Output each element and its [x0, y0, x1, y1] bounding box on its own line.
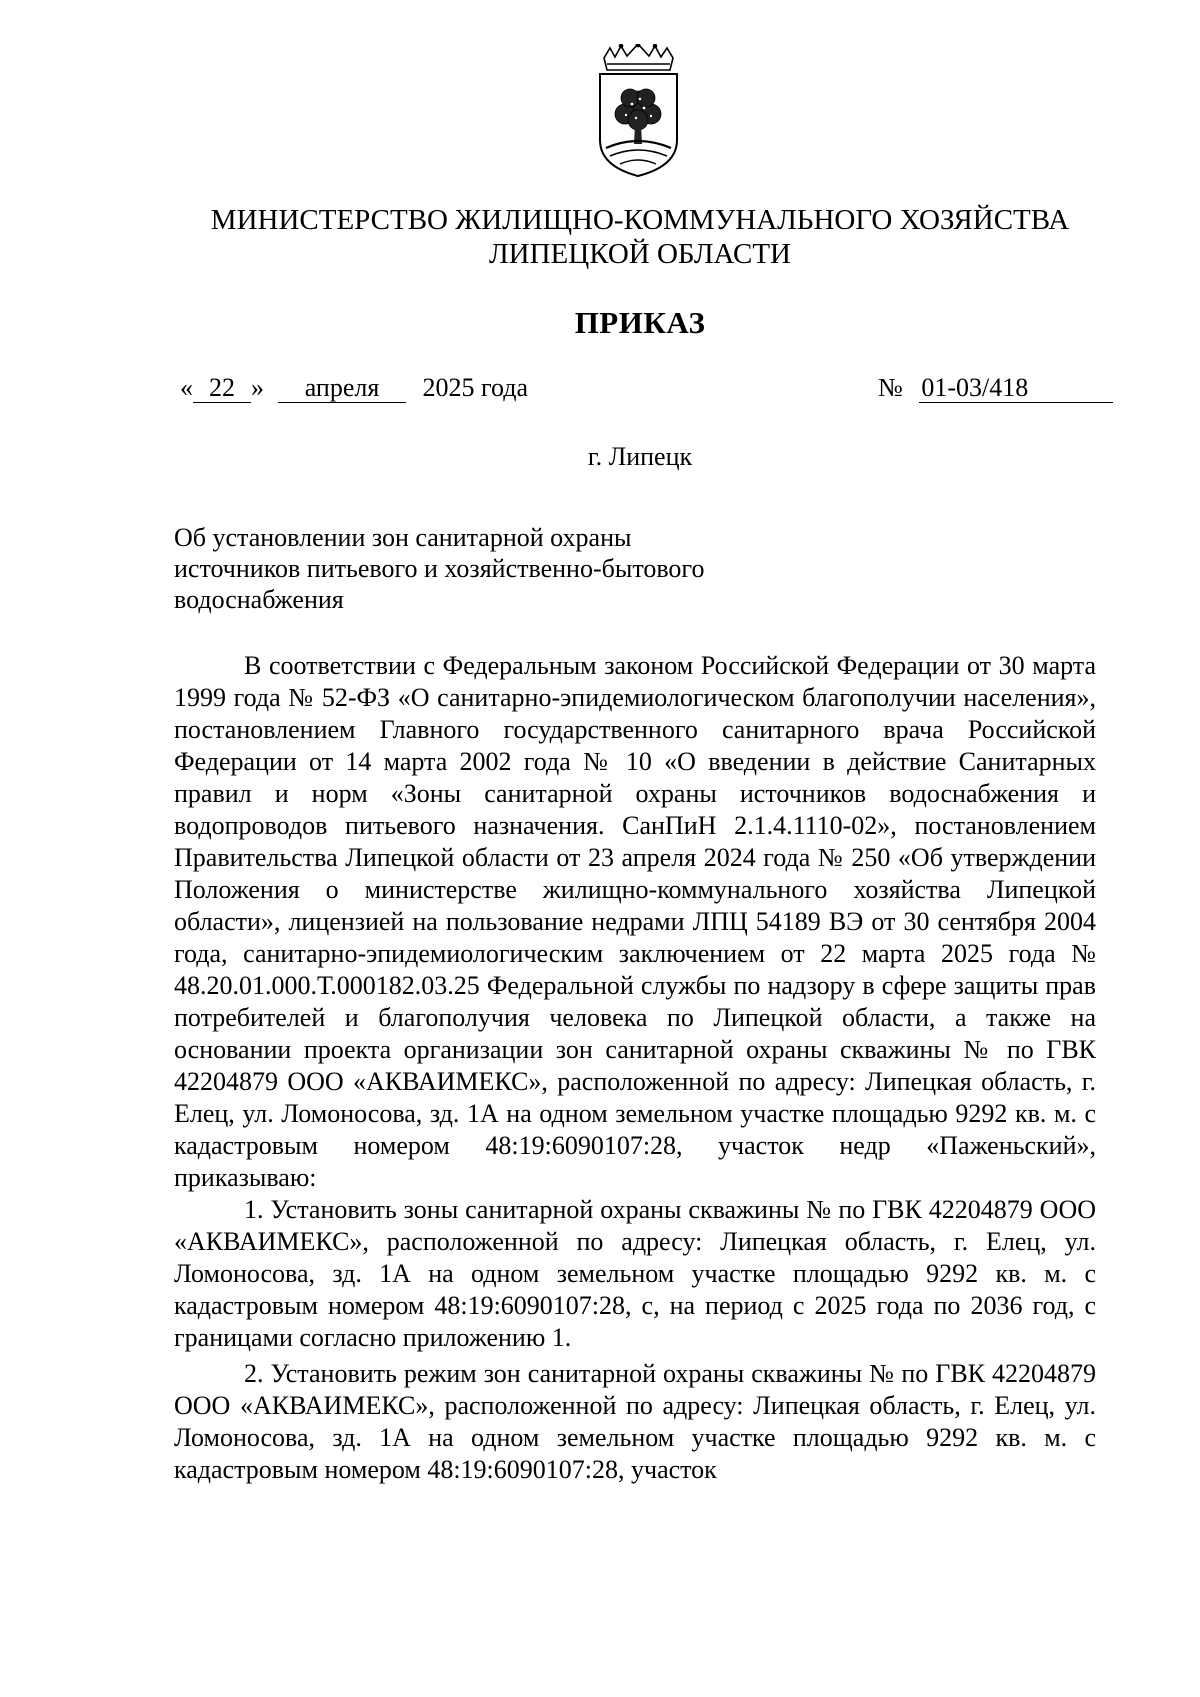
subject-line3: водоснабжения [174, 585, 344, 614]
city: г. Липецк [587, 442, 693, 471]
order-date [180, 372, 528, 404]
date-day: 22 [193, 374, 251, 403]
coat-of-arms-emblem [596, 44, 681, 180]
date-quote-close: » [251, 373, 264, 402]
order-body [174, 650, 1096, 1486]
ministry-heading-line1: МИНИСТЕРСТВО ЖИЛИЩНО-КОММУНАЛЬНОГО ХОЗЯЙСТВА [210, 204, 1070, 236]
order-number-value: 01-03/418 [919, 374, 1113, 403]
number-sign: № [878, 373, 903, 402]
preamble-paragraph: В соответствии с Федеральным законом Российской Федерации от 30 марта 1999 года № 52-ФЗ «О санитарно-эпидемиологическом благополучии населения», постановлением Главного государственного санитарного врача Российской Федерации от 14 марта 2002 года № 10 «О введении в действие Санитарных правил и норм «Зоны санитарной охраны источников водоснабжения и водопроводов питьевого назначения. СанПиН 2.1.4.1110-02», постановлением Правительства Липецкой области от 23 апреля 2024 года № 250 «Об утверждении Положения о министерстве жилищно-коммунального хозяйства Липецкой области», лицензией на пользование недрами ЛПЦ 54189 ВЭ от 30 сентября 2004 года, санитарно-эпидемиологическим заключением от 22 марта 2025 года № 48.20.01.000.Т.000182.03.25 Федеральной службы по надзору в сфере защиты прав потребителей и благополучия человека по Липецкой области, а также на основании проекта организации зон санитарной охраны скважины № по ГВК 42204879 ООО «АКВАИМЕКС», расположенной по адресу: Липецкая область, г. Елец, ул. Ломоносова, зд. 1А на одном земельном участке площадью 9292 кв. м. с кадастровым номером 48:19:6090107:28, участок недр «Паженьский», приказываю: [174, 651, 1096, 1192]
order-title: ПРИКАЗ [574, 305, 706, 340]
order-number [878, 372, 1113, 404]
date-year: 2025 года [422, 373, 529, 402]
ministry-heading [0, 203, 1200, 271]
order-item-2: 2. Установить режим зон санитарной охраны скважины № по ГВК 42204879 ООО «АКВАИМЕКС», расположенной по адресу: Липецкая область, г. Елец, ул. Ломоносова, зд. 1А на одном земельном участке площадью 9292 кв. м. с кадастровым номером 48:19:6090107:28, участок [174, 1359, 1096, 1484]
subject-line2: источников питьевого и хозяйственно-бытового [174, 554, 705, 583]
subject-line1: Об установлении зон санитарной охраны [174, 523, 632, 552]
date-month: апреля [278, 374, 406, 403]
ministry-heading-line2: ЛИПЕЦКОЙ ОБЛАСТИ [488, 238, 791, 270]
order-item-1: 1. Установить зоны санитарной охраны скважины № по ГВК 42204879 ООО «АКВАИМЕКС», расположенной по адресу: Липецкая область, г. Елец, ул. Ломоносова, зд. 1А на одном земельном участке площадью 9292 кв. м. с кадастровым номером 48:19:6090107:28, с, на период с 2025 года по 2036 год, с границами согласно приложению 1. [174, 1195, 1096, 1352]
order-subject [174, 522, 814, 615]
date-quote-open: « [180, 373, 193, 402]
